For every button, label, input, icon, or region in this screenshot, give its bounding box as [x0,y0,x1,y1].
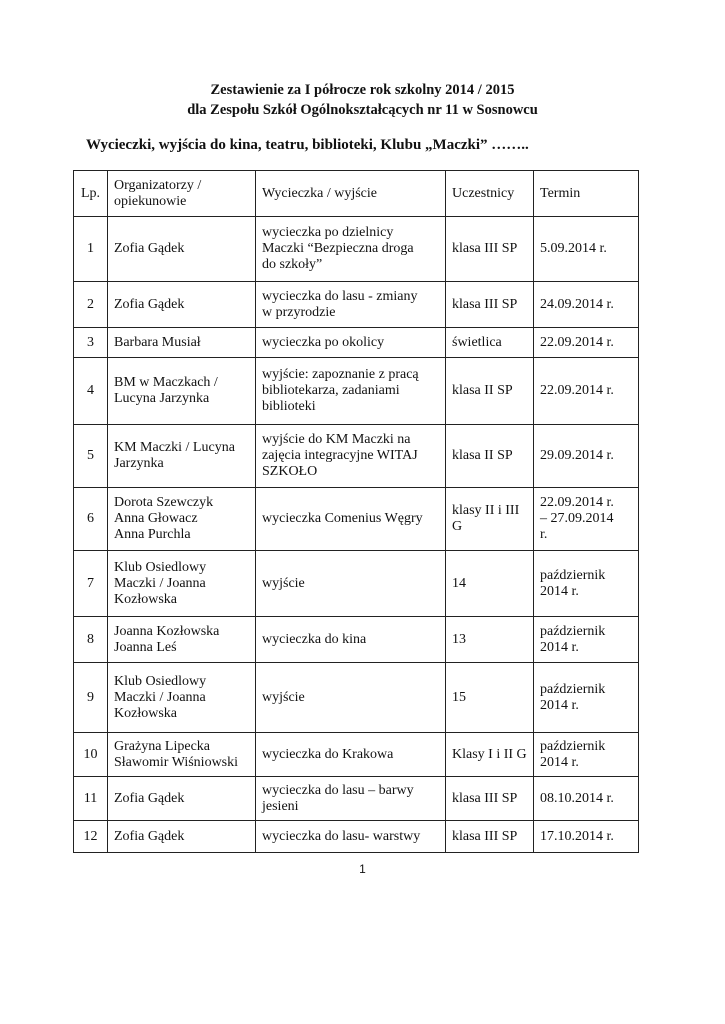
table-row [74,425,639,488]
cell-date: 08.10.2014 r. [534,777,639,821]
cell-date: 22.09.2014 r. [534,358,639,425]
document-title-line2: dla Zespołu Szkół Ogólnokształcących nr 11 w Sosnowcu [187,102,538,118]
table-row [74,777,639,821]
cell-participants: klasa III SP [446,777,534,821]
trips-table [73,170,639,853]
cell-participants: 15 [446,663,534,733]
table-row [74,821,639,853]
cell-trip: wycieczka do lasu – barwy jesieni [256,777,446,821]
cell-participants: klasa II SP [446,425,534,488]
cell-lp: 4 [74,358,108,425]
cell-organizers: KM Maczki / Lucyna Jarzynka [108,425,256,488]
cell-lp: 9 [74,663,108,733]
table-row [74,328,639,358]
cell-organizers: Zofia Gądek [108,282,256,328]
cell-date: 5.09.2014 r. [534,217,639,282]
cell-participants: klasa III SP [446,821,534,853]
page-number: 1 [359,862,366,876]
cell-trip: wyjście: zapoznanie z pracą bibliotekarza, zadaniami biblioteki [256,358,446,425]
cell-date: 17.10.2014 r. [534,821,639,853]
cell-lp: 10 [74,733,108,777]
cell-participants: klasa III SP [446,217,534,282]
section-subtitle: Wycieczki, wyjścia do kina, teatru, biblioteki, Klubu „Maczki” …….. [86,137,529,153]
cell-organizers: Zofia Gądek [108,217,256,282]
cell-lp: 2 [74,282,108,328]
cell-lp: 6 [74,488,108,551]
cell-date: październik 2014 r. [534,551,639,617]
cell-organizers: Klub Osiedlowy Maczki / Joanna Kozłowska [108,663,256,733]
cell-participants: świetlica [446,328,534,358]
cell-participants: klasa III SP [446,282,534,328]
cell-lp: 3 [74,328,108,358]
table-row [74,282,639,328]
header-lp: Lp. [74,171,108,217]
cell-trip: wycieczka po dzielnicy Maczki “Bezpieczna droga do szkoły” [256,217,446,282]
cell-trip: wycieczka do kina [256,617,446,663]
cell-date: październik 2014 r. [534,617,639,663]
cell-trip: wyjście [256,663,446,733]
cell-lp: 11 [74,777,108,821]
cell-participants: klasy II i III G [446,488,534,551]
cell-trip: wyjście [256,551,446,617]
header-trip: Wycieczka / wyjście [256,171,446,217]
cell-date: 22.09.2014 r. [534,328,639,358]
table-row [74,488,639,551]
cell-trip: wycieczka Comenius Węgry [256,488,446,551]
table-row [74,617,639,663]
cell-participants: Klasy I i II G [446,733,534,777]
cell-participants: 13 [446,617,534,663]
cell-trip: wycieczka do lasu- warstwy [256,821,446,853]
table-row [74,663,639,733]
cell-participants: klasa II SP [446,358,534,425]
cell-date: 29.09.2014 r. [534,425,639,488]
cell-date: październik 2014 r. [534,733,639,777]
cell-trip: wyjście do KM Maczki na zajęcia integracyjne WITAJ SZKOŁO [256,425,446,488]
cell-date: 22.09.2014 r. – 27.09.2014 r. [534,488,639,551]
cell-trip: wycieczka do Krakowa [256,733,446,777]
table-row [74,551,639,617]
cell-date: 24.09.2014 r. [534,282,639,328]
cell-participants: 14 [446,551,534,617]
cell-organizers: Zofia Gądek [108,777,256,821]
header-date: Termin [534,171,639,217]
cell-lp: 5 [74,425,108,488]
cell-lp: 7 [74,551,108,617]
cell-trip: wycieczka do lasu - zmiany w przyrodzie [256,282,446,328]
cell-organizers: Klub Osiedlowy Maczki / Joanna Kozłowska [108,551,256,617]
table-header-row [74,171,639,217]
document-title-line1: Zestawienie za I półrocze rok szkolny 2014 / 2015 [210,82,515,98]
cell-organizers: Joanna Kozłowska Joanna Leś [108,617,256,663]
cell-lp: 1 [74,217,108,282]
header-participants: Uczestnicy [446,171,534,217]
cell-organizers: Barbara Musiał [108,328,256,358]
table-row [74,217,639,282]
table-row [74,733,639,777]
cell-lp: 8 [74,617,108,663]
cell-lp: 12 [74,821,108,853]
cell-organizers: Grażyna Lipecka Sławomir Wiśniowski [108,733,256,777]
cell-organizers: Dorota Szewczyk Anna Głowacz Anna Purchla [108,488,256,551]
cell-organizers: BM w Maczkach / Lucyna Jarzynka [108,358,256,425]
cell-organizers: Zofia Gądek [108,821,256,853]
cell-date: październik 2014 r. [534,663,639,733]
cell-trip: wycieczka po okolicy [256,328,446,358]
table-row [74,358,639,425]
header-organizers: Organizatorzy / opiekunowie [108,171,256,217]
